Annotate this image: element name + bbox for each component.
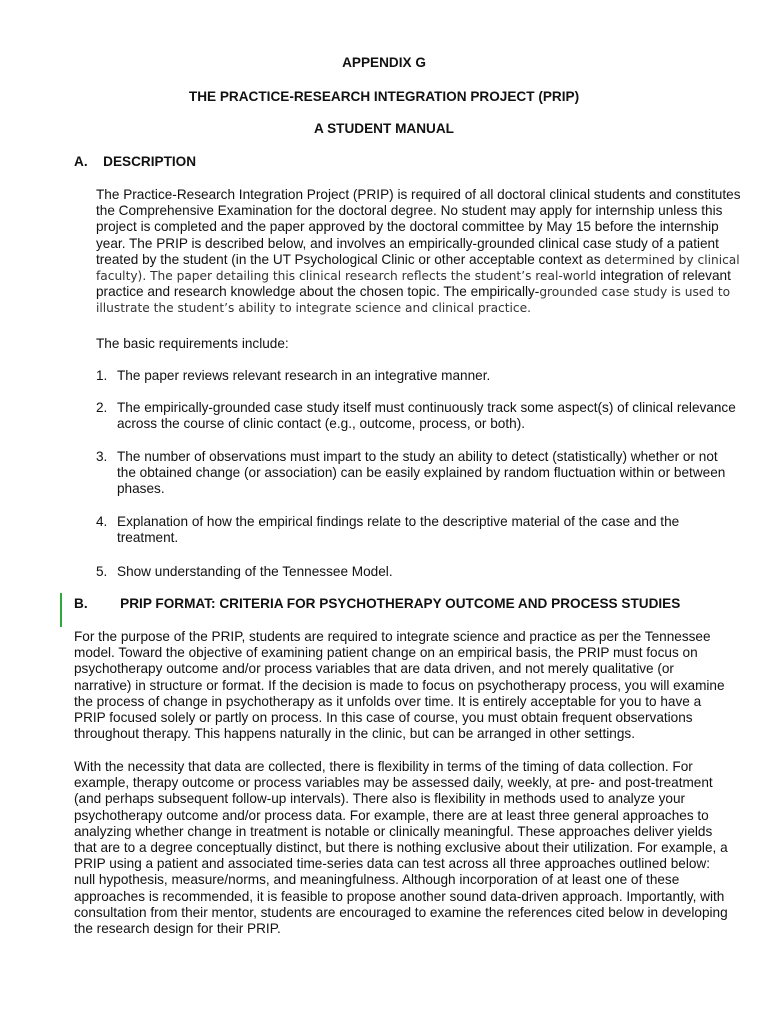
section-b-paragraph-1: For the purpose of the PRIP, students are required to integrate science and practice as per the Tennessee model. Toward the objective of examining patient change on an empirical basis, the PRIP must focus on psychotherapy outcome and/or process variables that are data driven, and not merely qualitative (or narrative) in structure or format. If the decision is made to focus on psychotherapy process, you will examine the process of change in psychotherapy as it unfolds over time. It is entirely acceptable for you to have a PRIP focused solely or partly on process. In this case of course, you must obtain frequent observations throughout therapy. This happens naturally in the clinic, but can be arranged in other settings. (74, 629, 725, 742)
section-b-heading (74, 596, 680, 612)
requirement-number: 3. (96, 449, 108, 464)
requirement-text: The paper reviews relevant research in an integrative manner. (117, 368, 491, 383)
requirement-text: The number of observations must impart to the study an ability to detect (statistically) whether or not the obtained change (or association) can be easily explained by random fluctuation within or between phases. (117, 449, 726, 497)
requirements-intro: The basic requirements include: (96, 336, 289, 351)
description-text-part1: The Practice-Research Integration Project (PRIP) is required of all doctoral clinical students and constitutes the Comprehensive Examination for the doctoral degree. No student may apply for internship unless this project is completed and the paper approved by the doctoral committee by May 15 before the internship year. The PRIP is described below, and involves an empirically-grounded clinical case study of a patient treated by the student (in the UT Psychological Clinic or other acceptable context as (96, 187, 741, 267)
requirement-number: 2. (96, 400, 108, 415)
description-text-part2: determined by clinical faculty). The paper detailing this clinical research reflects the student’s real-world (96, 252, 740, 284)
requirement-text: The empirically-grounded case study itself must continuously track some aspect(s) of clinical relevance across the course of clinic contact (e.g., outcome, process, or both). (117, 400, 736, 432)
document-title: THE PRACTICE-RESEARCH INTEGRATION PROJECT (PRIP) (188, 89, 580, 104)
section-a-title: DESCRIPTION (103, 154, 197, 169)
document-subtitle: A STUDENT MANUAL (314, 121, 454, 136)
requirement-text: Explanation of how the empirical findings relate to the descriptive material of the case and the treatment. (117, 514, 680, 546)
revision-change-bar (60, 593, 62, 627)
section-b-letter: B. (74, 596, 88, 611)
section-b-title: PRIP FORMAT: CRITERIA FOR PSYCHOTHERAPY OUTCOME AND PROCESS STUDIES (120, 596, 681, 611)
section-a-heading (74, 154, 196, 170)
requirement-number: 1. (96, 368, 108, 383)
description-text-part4: grounded case study is used to illustrate the student’s ability to integrate science and clinical practice. (96, 285, 731, 316)
requirement-text: Show understanding of the Tennessee Model. (117, 564, 393, 579)
section-b-paragraph-2: With the necessity that data are collected, there is flexibility in terms of the timing of data collection. For example, therapy outcome or process variables may be assessed daily, weekly, at pre- and post-treatment (and perhaps subsequent follow-up intervals). There also is flexibility in methods used to analyze your psychotherapy outcome and/or process data. For example, there are at least three general approaches to analyzing whether change in treatment is notable or clinically meaningful. These approaches deliver yields that are to a degree conceptually distinct, but there is nothing exclusive about their utilization. For example, a PRIP using a patient and associated time-series data can test across all three approaches outlined below: null hypothesis, measure/norms, and meaningfulness. Although incorporation of at least one of these approaches is recommended, it is feasible to propose another sound data-driven approach. Importantly, with consultation from their mentor, students are encouraged to examine the references cited below in developing the research design for their PRIP. (74, 759, 728, 937)
description-text-part3: integration of relevant practice and research knowledge about the chosen topic. The empirically- (96, 268, 731, 300)
requirement-number: 5. (96, 564, 108, 579)
appendix-label: APPENDIX G (342, 55, 426, 70)
section-a-letter: A. (74, 154, 88, 169)
section-a-description-paragraph (96, 187, 744, 317)
requirement-number: 4. (96, 514, 108, 529)
